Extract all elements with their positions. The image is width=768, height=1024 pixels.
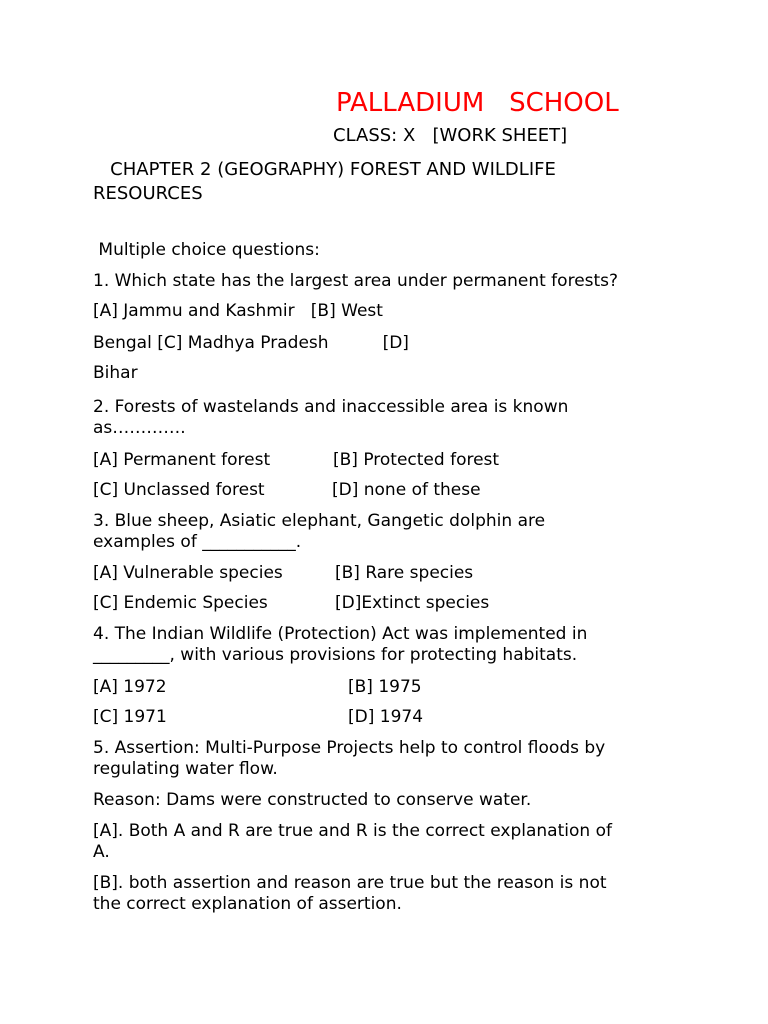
question-5-text-line-1: 5. Assertion: Multi-Purpose Projects help to control floods by: [93, 738, 606, 758]
question-3-text-line-1: 3. Blue sheep, Asiatic elephant, Gangetic dolphin are: [93, 511, 546, 531]
question-4-text-line-2: _________, with various provisions for protecting habitats.: [93, 645, 578, 665]
question-1-options-line-3: Bihar: [93, 363, 138, 383]
question-4-option-c: [C] 1971: [93, 707, 167, 727]
question-3-option-a: [A] Vulnerable species: [93, 563, 283, 583]
chapter-title-line-1: CHAPTER 2 (GEOGRAPHY) FOREST AND WILDLIFE: [93, 159, 556, 180]
question-5-option-a-line-1: [A]. Both A and R are true and R is the correct explanation of: [93, 821, 612, 841]
question-1-options-line-1: [A] Jammu and Kashmir [B] West: [93, 301, 383, 321]
question-4-option-d: [D] 1974: [348, 707, 424, 727]
question-2-option-c: [C] Unclassed forest: [93, 480, 265, 500]
question-2-text-line-2: as………….: [93, 418, 186, 438]
question-5-reason: Reason: Dams were constructed to conserve water.: [93, 790, 532, 810]
section-title: Multiple choice questions:: [93, 240, 320, 260]
chapter-title-line-2: RESOURCES: [93, 183, 203, 204]
question-3-option-d: [D]Extinct species: [335, 593, 490, 613]
question-2-option-a: [A] Permanent forest: [93, 450, 271, 470]
question-4-text-line-1: 4. The Indian Wildlife (Protection) Act was implemented in: [93, 624, 588, 644]
question-5-option-b-line-2: the correct explanation of assertion.: [93, 894, 402, 914]
question-5-text-line-2: regulating water flow.: [93, 759, 278, 779]
question-5-option-b-line-1: [B]. both assertion and reason are true but the reason is not: [93, 873, 607, 893]
question-4-option-a: [A] 1972: [93, 677, 167, 697]
question-3-text-line-2: examples of ___________.: [93, 532, 302, 552]
question-2-text-line-1: 2. Forests of wastelands and inaccessible area is known: [93, 397, 569, 417]
question-2-option-b: [B] Protected forest: [333, 450, 500, 470]
question-3-option-c: [C] Endemic Species: [93, 593, 268, 613]
class-line: CLASS: X [WORK SHEET]: [333, 125, 568, 146]
question-3-option-b: [B] Rare species: [335, 563, 474, 583]
question-4-option-b: [B] 1975: [348, 677, 422, 697]
question-5-option-a-line-2: A.: [93, 842, 110, 862]
question-1-text: 1. Which state has the largest area under permanent forests?: [93, 271, 619, 291]
question-2-option-d: [D] none of these: [332, 480, 481, 500]
school-title: PALLADIUM SCHOOL: [336, 88, 619, 118]
question-1-options-line-2: Bengal [C] Madhya Pradesh [D]: [93, 333, 409, 353]
